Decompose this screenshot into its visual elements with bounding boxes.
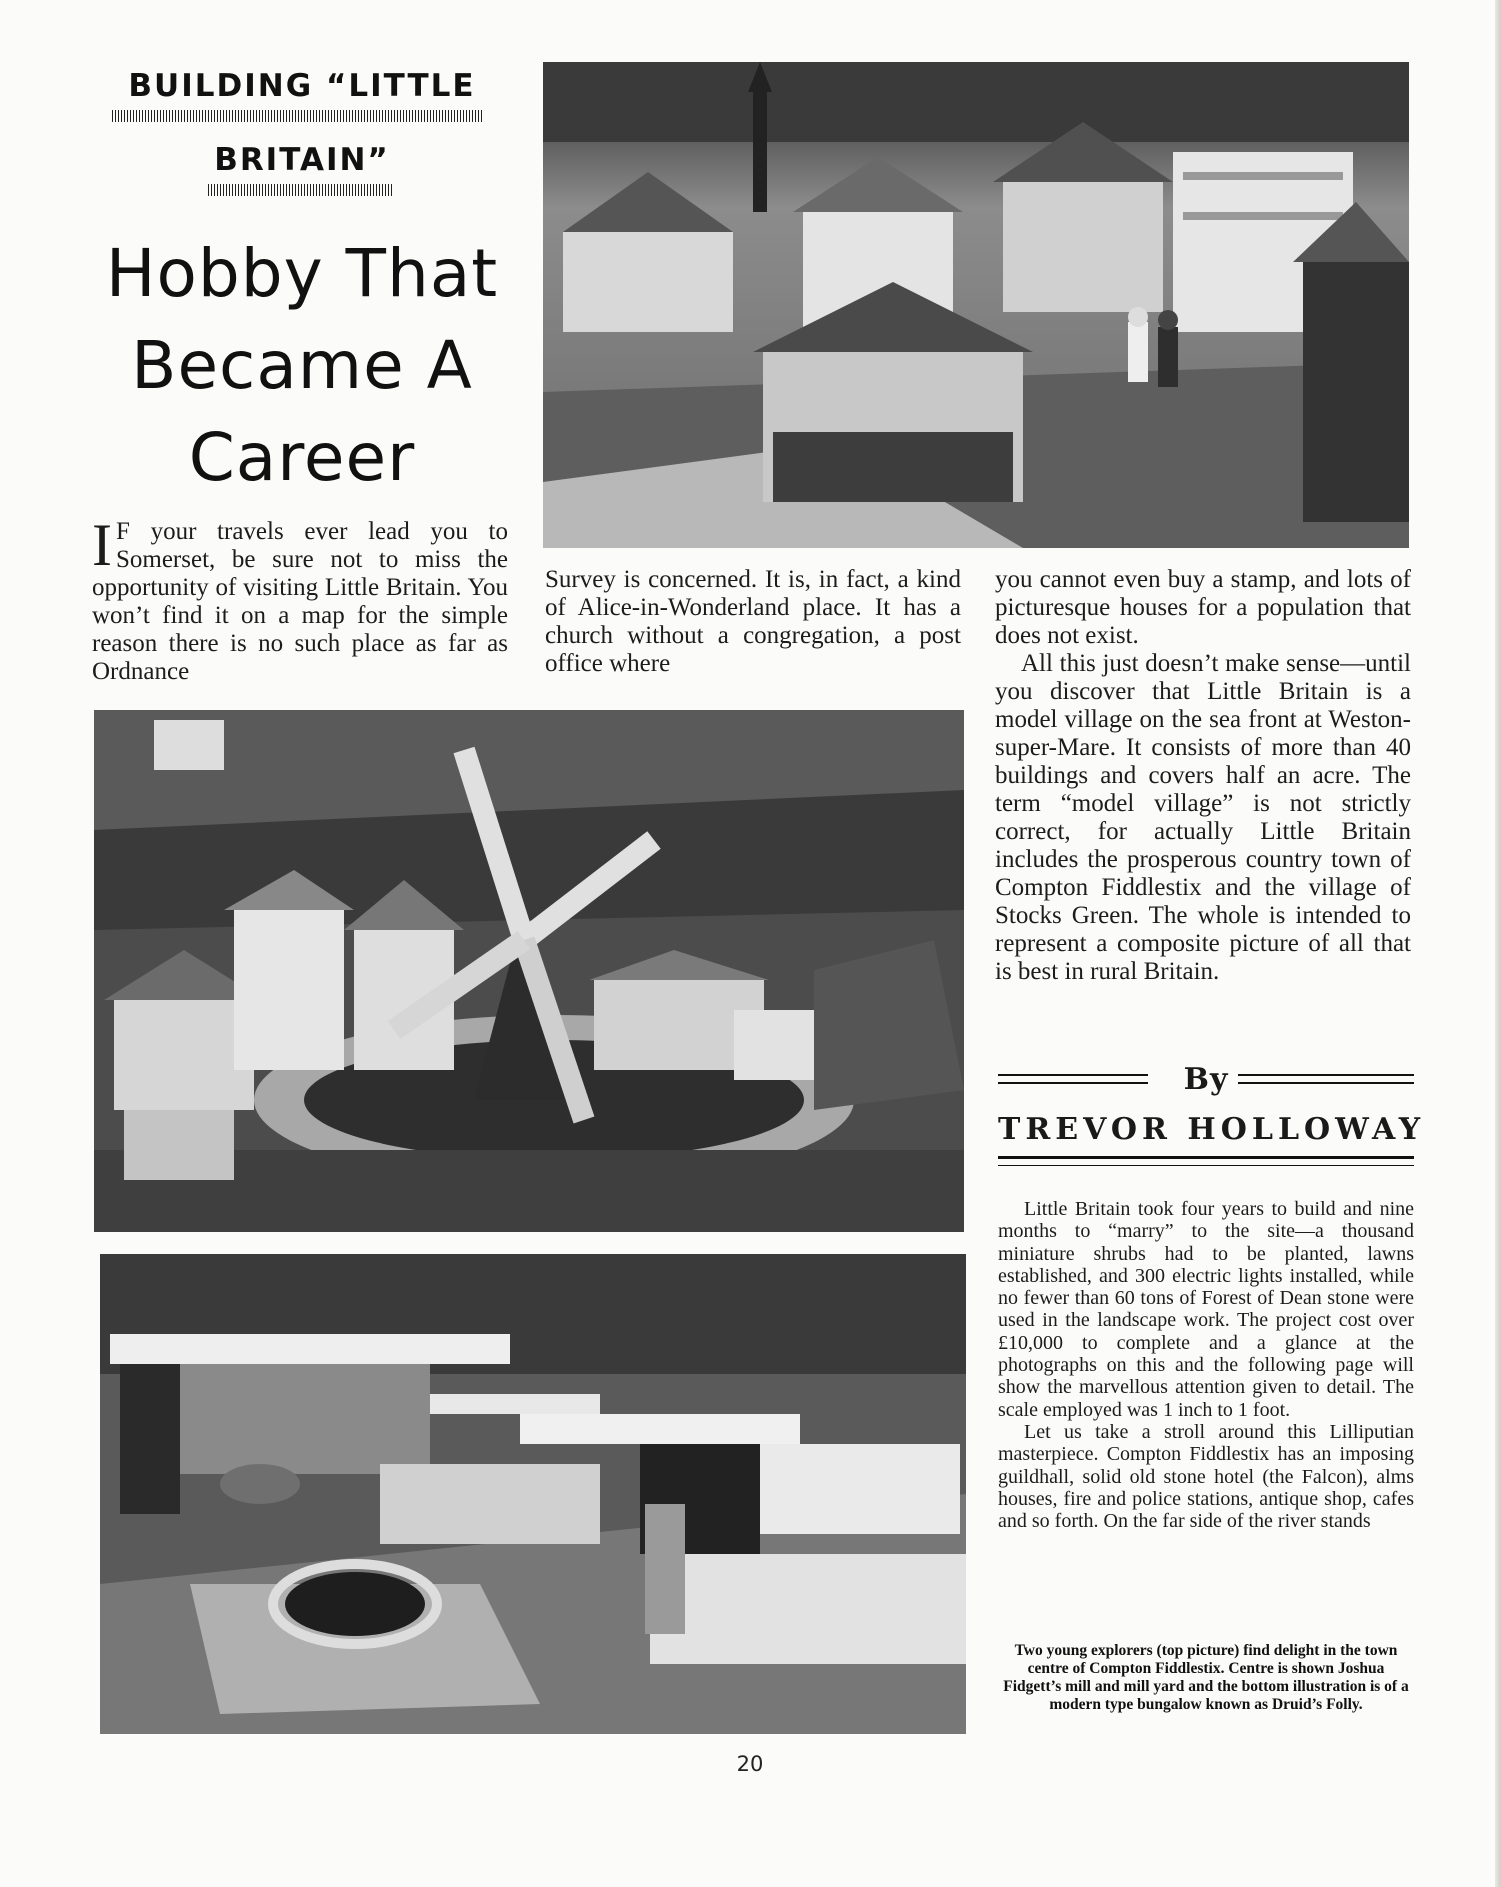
kicker-hatch-rule-2 — [208, 184, 394, 196]
photo-bungalow — [100, 1254, 966, 1734]
author-name: TREVOR HOLLOWAY — [998, 1112, 1426, 1147]
page-edge — [1495, 0, 1501, 1887]
column-3-paragraph-1: you cannot even buy a stamp, and lots of picturesque houses for a population that does not exist. — [995, 566, 1411, 649]
column-4 — [998, 1198, 1414, 1532]
intro-column — [92, 512, 508, 686]
kicker-hatch-rule-1 — [112, 110, 482, 122]
photo-mill-yard — [94, 710, 964, 1232]
kicker-line-1: BUILDING “LITTLE — [128, 68, 476, 104]
headline-line-2: Became A — [131, 327, 473, 404]
headline-line-1: Hobby That — [105, 235, 499, 312]
author-rule — [998, 1156, 1414, 1166]
column-3-paragraph-2: All this just doesn’t make sense—until you discover that Little Britain is a model village on the sea front at Weston-super-Mare. It consists of more than 40 buildings and covers half an acre. The term “model village” is not strictly correct, for actually Little Britain includes the prosperous country town of Compton Fiddlestix and the village of Stocks Green. The whole is intended to represent a composite picture of all that is best in rural Britain. — [995, 650, 1411, 985]
column-2 — [545, 566, 961, 678]
column-4-paragraph-2: Let us take a stroll around this Lilliputian masterpiece. Compton Fiddlestix has an imposing guildhall, solid old stone hotel (the Falcon), alms houses, fire and police stations, antique shop, cafes and so forth. On the far side of the river stands — [998, 1420, 1414, 1533]
column-4-paragraph-1: Little Britain took four years to build and nine months to “marry” to the site—a thousand miniature shrubs had to be planted, lawns established, and 300 electric lights installed, while no fewer than 60 tons of Forest of Dean stone were used in the landscape work. The project cost over £10,000 to complete and a glance at the photographs on this and the following page will show the marvellous attention given to detail. The scale employed was 1 inch to 1 foot. — [998, 1198, 1414, 1421]
photo-town-centre — [543, 62, 1409, 548]
headline — [82, 228, 522, 504]
photo-caption: Two young explorers (top picture) find delight in the town centre of Compton Fiddlestix. Centre is shown Joshua Fidgett’s mill and mill yard and the bottom illustration is of a modern type bungalow known as Druid’s Folly. — [1003, 1642, 1409, 1713]
drop-cap: I — [92, 512, 112, 578]
column-2-text: Survey is concerned. It is, in fact, a kind of Alice-in-Wonderland place. It has a church without a congregation, a post office where — [545, 566, 961, 677]
intro-text: F your travels ever lead you to Somerset, be sure not to miss the opportunity of visiting Little Britain. You won’t find it on a map for the simple reason there is no such place as far as Ordnance — [92, 518, 508, 685]
kicker-line-2: BRITAIN” — [214, 142, 390, 178]
byline-rule-right — [1238, 1074, 1414, 1084]
page-number: 20 — [736, 1752, 764, 1776]
byline-row — [998, 1062, 1414, 1096]
byline-by: By — [1183, 1062, 1229, 1097]
column-3 — [995, 566, 1411, 986]
headline-line-3: Career — [188, 419, 416, 496]
